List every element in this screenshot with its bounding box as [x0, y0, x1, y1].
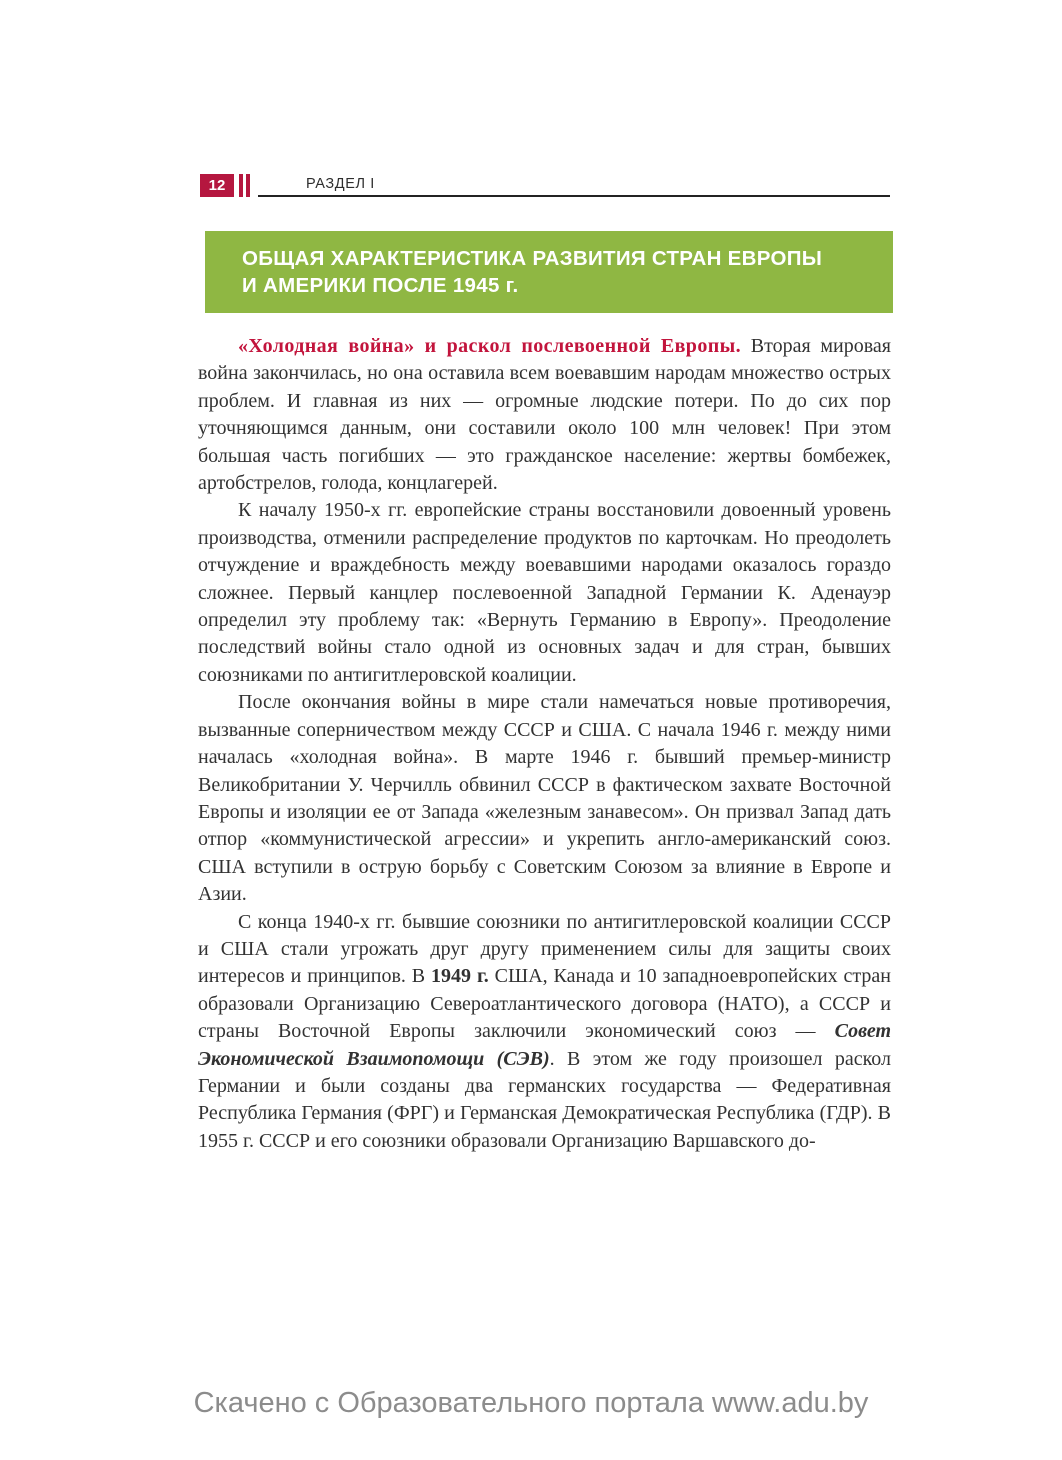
bar-icon	[246, 174, 250, 197]
paragraph	[198, 333, 891, 497]
paragraph-lead: «Холодная война» и раскол послевоенной Европы.	[238, 335, 742, 357]
paragraph-run: С конца 1940-х гг. бывшие союзники по антигитлеровской коалиции СССР и США стали угрожать друг другу применением силы для защиты своих интересов и принципов. В	[198, 910, 891, 988]
page-number: 12	[208, 177, 226, 194]
section-label: РАЗДЕЛ I	[306, 176, 375, 192]
chapter-title-box	[205, 231, 893, 313]
paragraph-run: Вторая мировая война закончилась, но она оставила всем воевавшим народам множество острых проблем. И главная из них — огромные людские потери. По до сих пор уточняющимся данным, они составили около 100 млн человек! При этом большая часть погибших — это гражданское население: жертвы бомбежек, артобстрелов, голода, концлагерей.	[198, 335, 891, 495]
footer-watermark: Скачено с Образовательного портала www.adu.by	[193, 1387, 869, 1419]
paragraph-run-bold: 1949 г.	[431, 965, 489, 988]
chapter-title-line1: ОБЩАЯ ХАРАКТЕРИСТИКА РАЗВИТИЯ СТРАН ЕВРОПЫ	[242, 247, 823, 270]
chapter-title-line2: И АМЕРИКИ ПОСЛЕ 1945 г.	[242, 274, 519, 297]
paragraph	[198, 497, 891, 689]
bar-icon	[239, 174, 243, 197]
paragraph-run: . В этом же году произошел раскол Германии и были созданы два германских государства — Федеративная Республика Германия (ФРГ) и Германская Демократическая Республика (ГДР). В 1955 г. СССР и его союзники образовали Организацию Варшавского до-	[198, 1047, 892, 1152]
page-number-badge	[200, 174, 234, 197]
running-head	[200, 174, 890, 197]
body-text	[198, 333, 891, 1155]
paragraph	[198, 909, 891, 1156]
decorative-bars	[239, 174, 250, 197]
paragraph-run: К началу 1950-х гг. европейские страны восстановили довоенный уровень производства, отменили распределение продуктов по карточкам. Но преодолеть отчуждение и враждебность между воевавшими народами оказалось гораздо сложнее. Первый канцлер послевоенной Западной Германии К. Аденауэр определил эту проблему так: «Вернуть Германию в Европу». Преодоление последствий войны стало одной из основных задач и для стран, бывших союзниками по антигитлеровской коалиции.	[198, 499, 891, 686]
paragraph-run: После окончания войны в мире стали намечаться новые противоречия, вызванные соперничеством между СССР и США. С начала 1946 г. между ними началась «холодная война». В марте 1946 г. бывший премьер-министр Великобритании У. Черчилль обвинил СССР в фактическом захвате Восточной Европы и изоляции ее от Запада «железным занавесом». Он призвал Запад дать отпор «коммунистической агрессии» и укрепить англо-американский союз. США вступили в острую борьбу с Советским Союзом за влияние в Европе и Азии.	[198, 691, 891, 906]
paragraph-run: США, Канада и 10 западноевропейских стран образовали Организацию Североатлантического договора (НАТО), а СССР и страны Восточной Европы заключили экономический союз —	[198, 965, 891, 1043]
header-rule	[258, 174, 890, 197]
paragraph-run-bold-italic: Совет Экономической Взаимопомощи (СЭВ)	[198, 1020, 891, 1070]
paragraph	[198, 689, 891, 908]
